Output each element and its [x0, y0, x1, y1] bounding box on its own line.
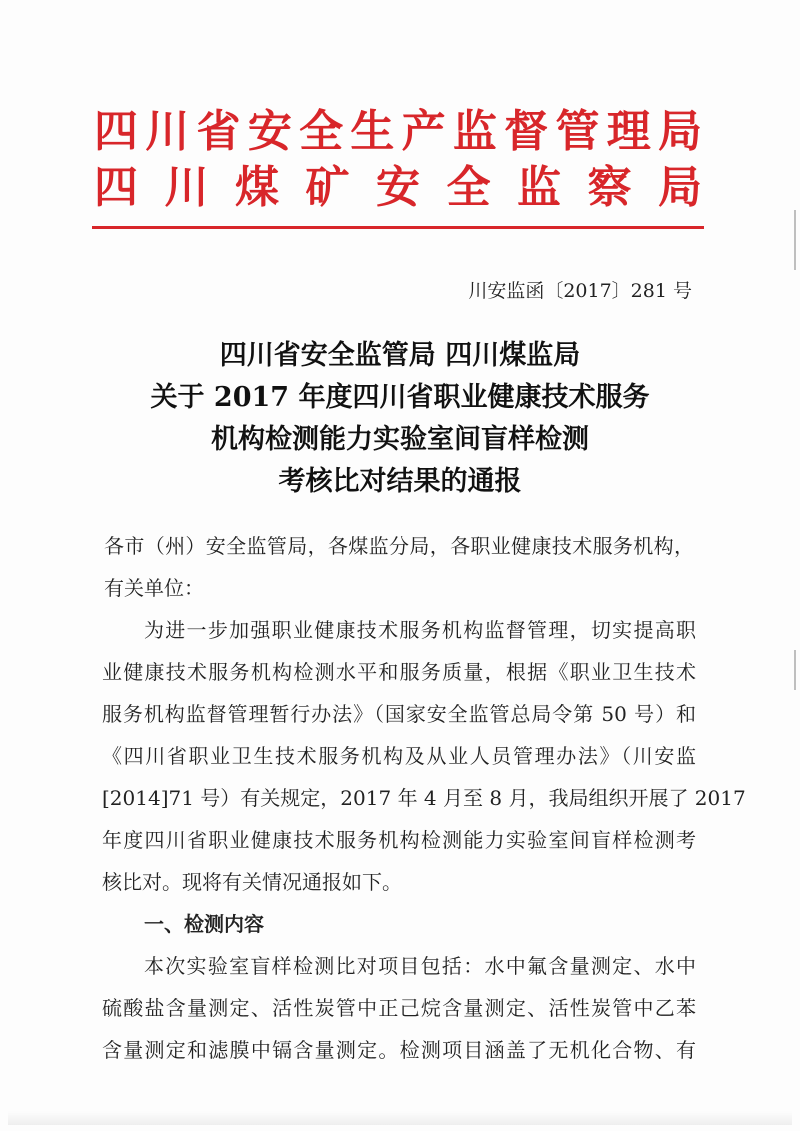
- paragraph-1-line-6: 年度四川省职业健康技术服务机构检测能力实验室间盲样检测考: [102, 828, 696, 852]
- paragraph-1-line-3: 服务机构监督管理暂行办法》（国家安全监管总局令第 50 号）和: [102, 702, 696, 726]
- document-title-line-3: 机构检测能力实验室间盲样检测: [211, 424, 589, 455]
- paragraph-2-line-3: 含量测定和滤膜中镉含量测定。检测项目涵盖了无机化合物、有: [102, 1038, 696, 1062]
- addressee-line-1: 各市（州）安全监管局，各煤监分局，各职业健康技术服务机构，: [104, 534, 694, 558]
- paragraph-1-line-1: 为进一步加强职业健康技术服务机构监督管理，切实提高职: [144, 618, 696, 642]
- header-red-rule: [92, 226, 704, 229]
- addressee-line-2: 有关单位：: [104, 576, 204, 600]
- document-title-line-4: 考核比对结果的通报: [278, 466, 522, 497]
- section-1-heading: 一、检测内容: [144, 912, 264, 936]
- paragraph-1-line-7: 核比对。现将有关情况通报如下。: [102, 870, 402, 894]
- paragraph-1-line-4: 《四川省职业卫生技术服务机构及从业人员管理办法》（川安监: [102, 744, 696, 768]
- scan-edge-mark: [794, 210, 796, 270]
- document-title-line-2: 关于 2017 年度四川省职业健康技术服务: [150, 382, 650, 413]
- paragraph-1-line-2: 业健康技术服务机构检测水平和服务质量，根据《职业卫生技术: [102, 660, 696, 684]
- scan-edge-mark: [794, 650, 796, 690]
- paragraph-1-line-5: [2014]71 号）有关规定，2017 年 4 月至 8 月，我局组织开展了 2017: [102, 786, 746, 810]
- paragraph-2-line-1: 本次实验室盲样检测比对项目包括：水中氟含量测定、水中: [144, 954, 696, 978]
- scan-bottom-shadow: [8, 1111, 792, 1125]
- paragraph-2-line-2: 硫酸盐含量测定、活性炭管中正己烷含量测定、活性炭管中乙苯: [102, 996, 696, 1020]
- issuer-name-line-1: 四川省安全生产监督管理局: [94, 106, 702, 157]
- issuer-name-line-2: 四 川 煤 矿 安 全 监 察 局: [94, 162, 702, 213]
- document-title-line-1: 四川省安全监管局 四川煤监局: [219, 340, 581, 371]
- document-number: 川安监函〔2017〕281 号: [468, 280, 692, 302]
